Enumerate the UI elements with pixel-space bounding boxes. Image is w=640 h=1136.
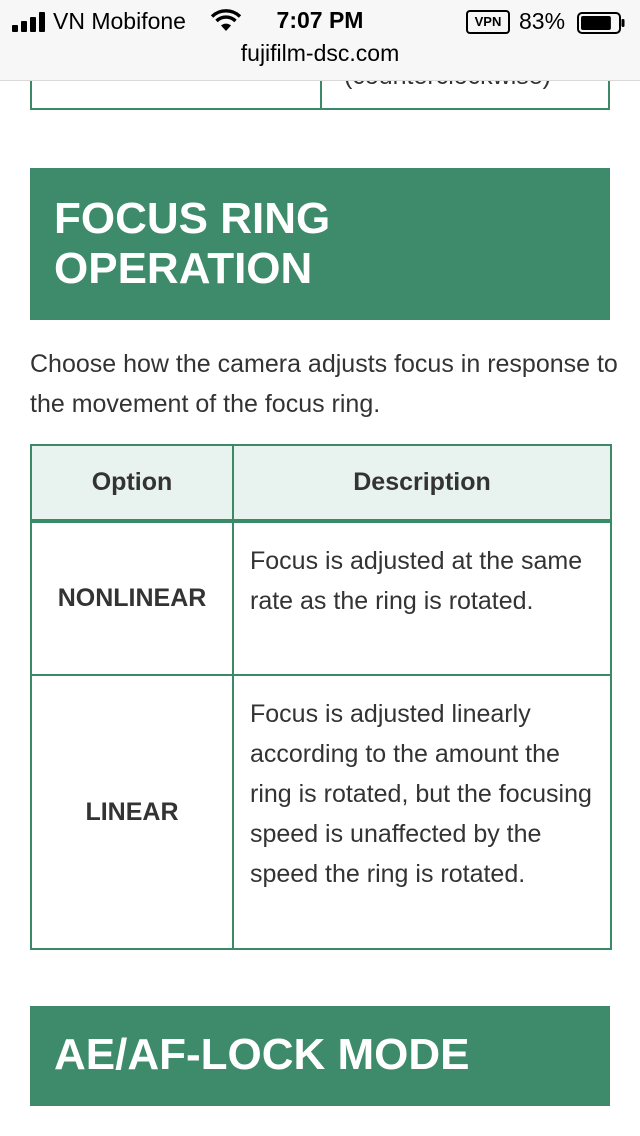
section-heading-ae-af-lock-mode: AE/AF-LOCK MODE (30, 1006, 610, 1106)
table-row (31, 521, 611, 675)
vpn-badge: VPN (466, 10, 510, 34)
battery-percent: 83% (519, 8, 566, 34)
options-table (30, 444, 612, 950)
carrier-name: VN Mobifone (53, 8, 186, 34)
battery-icon (577, 12, 625, 34)
status-bar (0, 0, 640, 81)
table-header-row (31, 445, 611, 521)
clock: 7:07 PM (276, 7, 364, 33)
option-cell: NONLINEAR (31, 521, 233, 675)
heading-line-1: FOCUS RING (54, 194, 331, 243)
section-heading-focus-ring-operation (30, 168, 610, 320)
column-header-description: Description (233, 445, 611, 521)
column-header-option: Option (31, 445, 233, 521)
table-row (31, 675, 611, 949)
description-cell: Focus is adjusted linearly according to the amount the ring is rotated, but the focusing speed is unaffected by the speed the ring is rotated. (233, 675, 611, 949)
option-cell: LINEAR (31, 675, 233, 949)
heading-line-2: OPERATION (54, 244, 313, 293)
section-intro: Choose how the camera adjusts focus in response to the movement of the focus ring. (30, 350, 618, 418)
description-cell: Focus is adjusted at the same rate as the ring is rotated. (233, 521, 611, 675)
url-bar-domain[interactable]: fujifilm-dsc.com (240, 40, 400, 66)
